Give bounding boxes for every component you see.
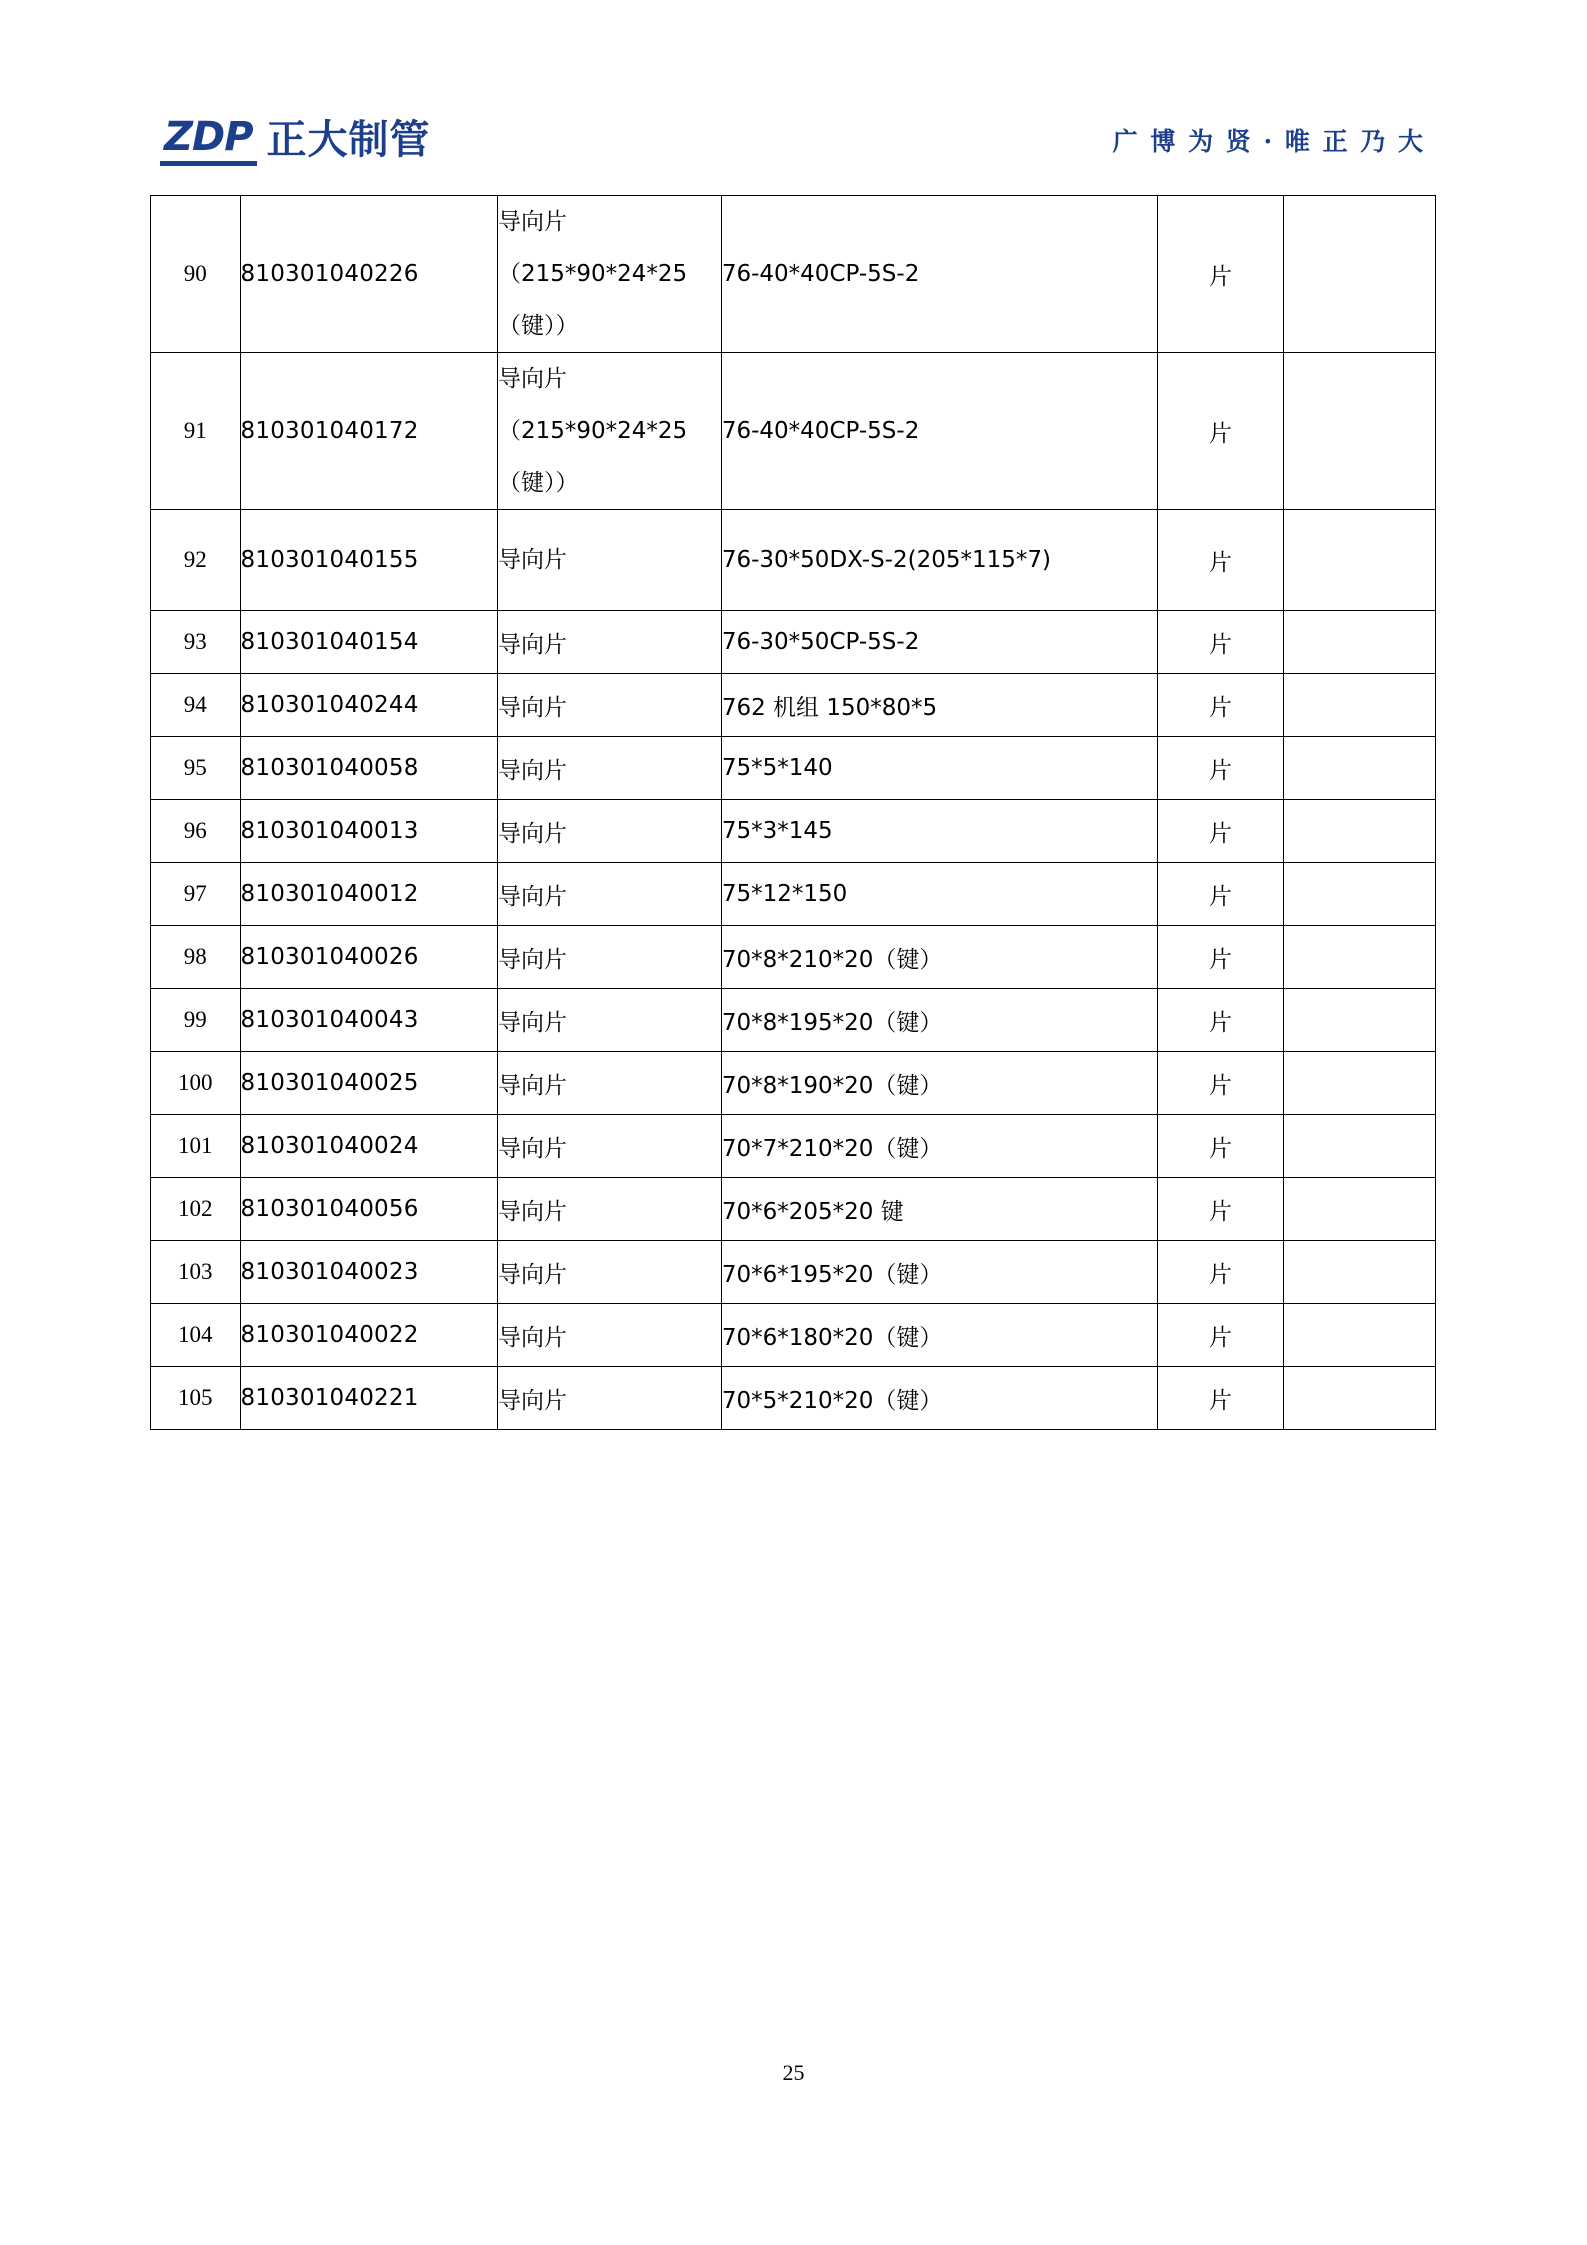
row-qty bbox=[1283, 1304, 1435, 1367]
row-unit: 片 bbox=[1158, 737, 1283, 800]
table-row bbox=[151, 926, 1436, 989]
row-code: 810301040043 bbox=[240, 989, 497, 1052]
row-name: 导向片 bbox=[497, 1304, 721, 1367]
row-name-lines bbox=[498, 353, 721, 509]
row-name: 导向片 bbox=[497, 674, 721, 737]
table-row bbox=[151, 1304, 1436, 1367]
row-index: 90 bbox=[151, 196, 241, 353]
row-unit: 片 bbox=[1158, 1241, 1283, 1304]
parts-table-wrapper bbox=[150, 195, 1436, 1430]
row-name-line: （215*90*24*25 bbox=[497, 261, 688, 287]
table-row bbox=[151, 1052, 1436, 1115]
table-row bbox=[151, 737, 1436, 800]
row-spec: 70*6*205*20 键 bbox=[721, 1178, 1158, 1241]
row-code: 810301040056 bbox=[240, 1178, 497, 1241]
parts-table-body bbox=[151, 196, 1436, 1430]
row-code: 810301040013 bbox=[240, 800, 497, 863]
row-unit: 片 bbox=[1158, 611, 1283, 674]
row-index: 101 bbox=[151, 1115, 241, 1178]
row-unit: 片 bbox=[1158, 1367, 1283, 1430]
row-index: 93 bbox=[151, 611, 241, 674]
row-name bbox=[497, 196, 721, 353]
row-spec: 70*6*195*20（键） bbox=[721, 1241, 1158, 1304]
row-unit: 片 bbox=[1158, 674, 1283, 737]
page-number: 25 bbox=[782, 2060, 805, 2085]
row-name bbox=[497, 353, 721, 510]
row-unit: 片 bbox=[1158, 196, 1283, 353]
row-unit: 片 bbox=[1158, 1052, 1283, 1115]
row-qty bbox=[1283, 863, 1435, 926]
table-row bbox=[151, 353, 1436, 510]
row-unit: 片 bbox=[1158, 1115, 1283, 1178]
table-row bbox=[151, 800, 1436, 863]
row-index: 92 bbox=[151, 510, 241, 611]
row-spec: 75*12*150 bbox=[721, 863, 1158, 926]
row-name-line: （键）） bbox=[497, 470, 579, 496]
row-spec: 70*6*180*20（键） bbox=[721, 1304, 1158, 1367]
row-code: 810301040012 bbox=[240, 863, 497, 926]
company-logo bbox=[160, 115, 431, 166]
row-spec: 75*3*145 bbox=[721, 800, 1158, 863]
row-name: 导向片 bbox=[497, 989, 721, 1052]
row-code: 810301040154 bbox=[240, 611, 497, 674]
row-qty bbox=[1283, 353, 1435, 510]
parts-table bbox=[150, 195, 1436, 1430]
row-name-line: （215*90*24*25 bbox=[497, 418, 688, 444]
row-qty bbox=[1283, 926, 1435, 989]
row-code: 810301040025 bbox=[240, 1052, 497, 1115]
table-row bbox=[151, 1115, 1436, 1178]
row-spec: 76-30*50CP-5S-2 bbox=[721, 611, 1158, 674]
row-spec: 70*8*190*20（键） bbox=[721, 1052, 1158, 1115]
row-spec: 762 机组 150*80*5 bbox=[721, 674, 1158, 737]
table-row bbox=[151, 674, 1436, 737]
row-index: 104 bbox=[151, 1304, 241, 1367]
row-qty bbox=[1283, 800, 1435, 863]
row-unit: 片 bbox=[1158, 863, 1283, 926]
row-name: 导向片 bbox=[497, 1115, 721, 1178]
table-row bbox=[151, 863, 1436, 926]
row-spec: 70*8*195*20（键） bbox=[721, 989, 1158, 1052]
company-name: 正大制管 bbox=[266, 117, 431, 163]
row-code: 810301040023 bbox=[240, 1241, 497, 1304]
row-qty bbox=[1283, 1052, 1435, 1115]
row-spec: 75*5*140 bbox=[721, 737, 1158, 800]
row-code: 810301040244 bbox=[240, 674, 497, 737]
row-qty bbox=[1283, 1178, 1435, 1241]
row-name-line: 导向片 bbox=[497, 547, 567, 573]
company-slogan: 广 博 为 贤 · 唯 正 乃 大 bbox=[1112, 127, 1425, 156]
row-spec: 70*8*210*20（键） bbox=[721, 926, 1158, 989]
table-row bbox=[151, 1367, 1436, 1430]
row-index: 103 bbox=[151, 1241, 241, 1304]
row-qty bbox=[1283, 611, 1435, 674]
row-name: 导向片 bbox=[497, 1367, 721, 1430]
row-name-lines bbox=[498, 534, 721, 586]
row-index: 102 bbox=[151, 1178, 241, 1241]
row-code: 810301040172 bbox=[240, 353, 497, 510]
row-name-line: 导向片 bbox=[497, 366, 567, 392]
row-qty bbox=[1283, 1367, 1435, 1430]
row-unit: 片 bbox=[1158, 926, 1283, 989]
row-index: 95 bbox=[151, 737, 241, 800]
row-qty bbox=[1283, 196, 1435, 353]
row-index: 98 bbox=[151, 926, 241, 989]
table-row bbox=[151, 1178, 1436, 1241]
row-name: 导向片 bbox=[497, 737, 721, 800]
row-spec: 76-40*40CP-5S-2 bbox=[721, 196, 1158, 353]
row-name: 导向片 bbox=[497, 863, 721, 926]
table-row bbox=[151, 510, 1436, 611]
row-name: 导向片 bbox=[497, 926, 721, 989]
row-name: 导向片 bbox=[497, 800, 721, 863]
table-row bbox=[151, 1241, 1436, 1304]
row-qty bbox=[1283, 1115, 1435, 1178]
row-code: 810301040022 bbox=[240, 1304, 497, 1367]
document-header bbox=[160, 110, 1425, 170]
row-code: 810301040026 bbox=[240, 926, 497, 989]
row-index: 105 bbox=[151, 1367, 241, 1430]
row-spec: 70*7*210*20（键） bbox=[721, 1115, 1158, 1178]
table-row bbox=[151, 611, 1436, 674]
row-qty bbox=[1283, 510, 1435, 611]
row-spec: 76-30*50DX-S-2(205*115*7) bbox=[721, 510, 1158, 611]
row-name: 导向片 bbox=[497, 1052, 721, 1115]
row-name: 导向片 bbox=[497, 1178, 721, 1241]
row-qty bbox=[1283, 737, 1435, 800]
row-unit: 片 bbox=[1158, 1178, 1283, 1241]
row-spec: 70*5*210*20（键） bbox=[721, 1367, 1158, 1430]
row-unit: 片 bbox=[1158, 800, 1283, 863]
row-name: 导向片 bbox=[497, 1241, 721, 1304]
row-code: 810301040058 bbox=[240, 737, 497, 800]
row-qty bbox=[1283, 989, 1435, 1052]
row-index: 100 bbox=[151, 1052, 241, 1115]
row-index: 91 bbox=[151, 353, 241, 510]
row-name-lines bbox=[498, 196, 721, 352]
row-unit: 片 bbox=[1158, 510, 1283, 611]
zdp-logo-icon: ZDP bbox=[160, 115, 257, 166]
table-row bbox=[151, 196, 1436, 353]
row-index: 97 bbox=[151, 863, 241, 926]
row-unit: 片 bbox=[1158, 353, 1283, 510]
row-index: 96 bbox=[151, 800, 241, 863]
row-index: 94 bbox=[151, 674, 241, 737]
row-code: 810301040024 bbox=[240, 1115, 497, 1178]
row-code: 810301040155 bbox=[240, 510, 497, 611]
row-index: 99 bbox=[151, 989, 241, 1052]
row-unit: 片 bbox=[1158, 1304, 1283, 1367]
row-code: 810301040221 bbox=[240, 1367, 497, 1430]
row-qty bbox=[1283, 674, 1435, 737]
row-name-line: 导向片 bbox=[497, 209, 567, 235]
table-row bbox=[151, 989, 1436, 1052]
row-code: 810301040226 bbox=[240, 196, 497, 353]
row-spec: 76-40*40CP-5S-2 bbox=[721, 353, 1158, 510]
row-qty bbox=[1283, 1241, 1435, 1304]
row-name-line: （键）） bbox=[497, 313, 579, 339]
row-unit: 片 bbox=[1158, 989, 1283, 1052]
row-name bbox=[497, 510, 721, 611]
row-name: 导向片 bbox=[497, 611, 721, 674]
